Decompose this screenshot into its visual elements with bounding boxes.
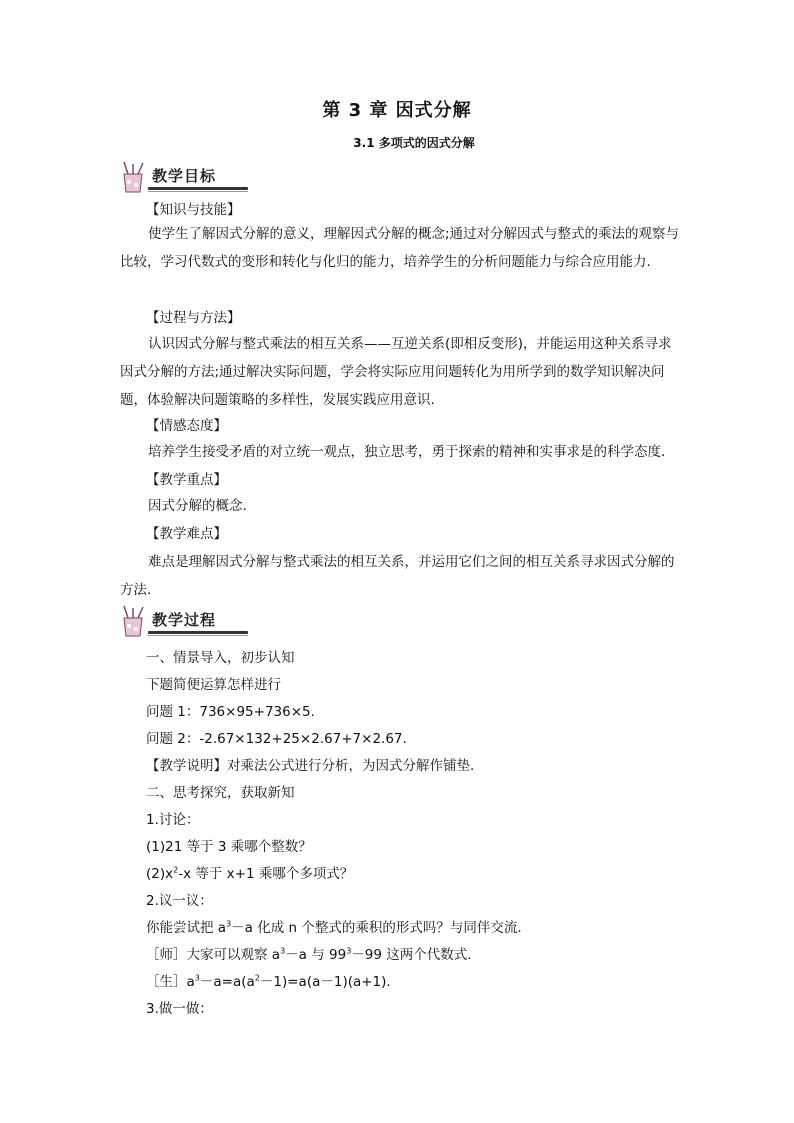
question-1: 问题 1：736×95+736×5. [146,704,315,720]
teaching-note: 【教学说明】对乘法公式进行分析，为因式分解作铺垫. [146,758,475,774]
discussion-item-1: (1)21 等于 3 乘哪个整数？ [146,839,312,855]
paragraph-method: 认识因式分解与整式乘法的相互关系——互逆关系(即相反变形)，并能运用这种关系寻求因式分解的方法;通过解决实际问题，学会将实际应用问题转化为用所学到的数学知识解决问题，体验解决问题策略的多样性，发展实践应用意识. [120,336,672,408]
section-title: 3.1 多项式的因式分解 [353,136,475,150]
banner-underline [148,187,248,190]
discussion-item-2: $(2)x^2-x$ 等于 x+1 乘哪个多项式？ [146,865,354,882]
heading-attitude: 【情感态度】 [146,418,227,434]
banner-label: 教学目标 [152,167,217,185]
intro-text: 下题简便运算怎样进行 [146,677,281,693]
paragraph-knowledge: 使学生了解因式分解的意义，理解因式分解的概念;通过对分解因式与整式的乘法的观察与比较，学习代数式的变形和转化与化归的能力，培养学生的分析问题能力与综合应用能力. [120,226,680,270]
discussion-label: 1.讨论： [146,812,200,828]
paragraph-key: 因式分解的概念. [148,498,247,514]
section-heading-1: 一、情景导入，初步认知 [146,650,295,666]
banner-underline-thin [148,635,248,636]
banner-teaching-goals [118,160,248,194]
teacher-line: ［师］大家可以观察 $a^3-a$ 与 $99^3-99$ 这两个代数式. [146,946,472,963]
try-label: 3.做一做： [146,1001,213,1017]
discuss-label: 2.议一议： [146,893,213,909]
discuss-prompt: 你能尝试把 $a^3-a$ 化成 n 个整式的乘积的形式吗？与同伴交流. [146,919,522,936]
heading-key: 【教学重点】 [146,472,227,488]
chapter-title: 第 3 章 因式分解 [322,100,472,121]
paragraph-attitude: 培养学生接受矛盾的对立统一观点，独立思考，勇于探索的精神和实事求是的科学态度. [148,444,666,460]
heading-difficulty: 【教学难点】 [146,526,227,542]
paragraph-difficulty: 难点是理解因式分解与整式乘法的相互关系，并运用它们之间的相互关系寻求因式分解的方法. [120,554,675,598]
pencil-cup-icon [118,604,148,638]
banner-teaching-process [118,604,248,638]
heading-method: 【过程与方法】 [146,310,241,326]
banner-underline [148,631,248,634]
pencil-cup-icon [118,160,148,194]
banner-label: 教学过程 [152,611,217,629]
banner-underline-thin [148,191,248,192]
heading-knowledge: 【知识与技能】 [146,202,241,218]
section-heading-2: 二、思考探究，获取新知 [146,785,295,801]
question-2: 问题 2：-2.67×132+25×2.67+7×2.67. [146,731,407,747]
student-line: ［生$]a^3-a=a(a^2-1)=a(a-1)(a+1)$. [146,973,391,990]
